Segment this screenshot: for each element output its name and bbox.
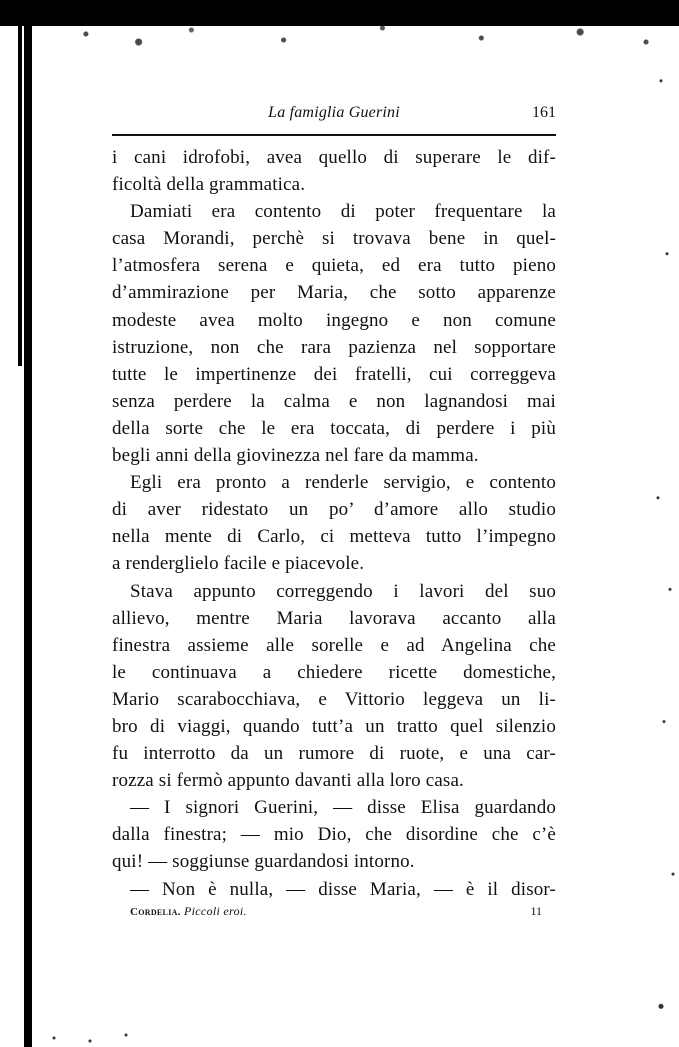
text-line: — I signori Guerini, — disse Elisa guardando (130, 797, 556, 819)
text-line: Mario scarabocchiava, e Vittorio leggeva un li- (112, 688, 556, 710)
text-line: dalla finestra; — mio Dio, che disordine che c’è (112, 824, 556, 846)
text-line: fu interrotto da un rumore di ruote, e una car- (112, 743, 556, 765)
text-line: begli anni della giovinezza nel fare da mamma. (112, 445, 479, 467)
text-line: della sorte che le era toccata, di perdere i più (112, 417, 556, 439)
scan-binding-shadow (18, 26, 22, 366)
text-line: modeste avea molto ingegno e non comune (112, 309, 556, 331)
signature-number: 11 (530, 904, 542, 918)
page-number: 161 (532, 104, 556, 121)
text-line: istruzione, non che rara pazienza nel sopportare (112, 336, 556, 358)
text-line: i cani idrofobi, avea quello di superare le dif- (112, 147, 556, 168)
signature-text (130, 904, 247, 919)
text-line: d’ammirazione per Maria, che sotto apparenze (112, 282, 556, 304)
text-line: senza perdere la calma e non lagnandosi mai (112, 390, 556, 412)
body-text (112, 144, 556, 903)
signature-line (112, 904, 556, 926)
scan-right-speckle (649, 30, 679, 1047)
text-line: Stava appunto correggendo i lavori del suo (130, 580, 556, 602)
header-rule (112, 134, 556, 136)
text-line: a renderglielo facile e piacevole. (112, 553, 365, 575)
text-line: Egli era pronto a renderle servigio, e contento (130, 472, 556, 494)
text-line: allievo, mentre Maria lavorava accanto alla (112, 607, 556, 629)
text-line: l’atmosfera serena e quieta, ed era tutto pieno (112, 255, 556, 277)
text-line: ficoltà della grammatica. (112, 174, 306, 196)
text-line: nella mente di Carlo, ci metteva tutto l’impegno (112, 526, 556, 548)
text-line: tutte le impertinenze dei fratelli, cui correggeva (112, 363, 556, 385)
scan-top-fringe (20, 22, 679, 62)
text-line: qui! — soggiunse guardandosi intorno. (112, 851, 415, 873)
running-head (112, 100, 556, 128)
text-line: Damiati era contento di poter frequentare la (130, 201, 556, 223)
text-line: — Non è nulla, — disse Maria, — è il disor- (130, 878, 556, 900)
text-line: rozza si fermò appunto davanti alla loro casa. (112, 770, 464, 792)
text-line: casa Morandi, perchè si trovava bene in quel- (112, 228, 556, 250)
running-title: La famiglia Guerini (268, 104, 400, 121)
scan-bottom-speckle (30, 1017, 150, 1047)
text-line: bro di viaggi, quando tutt’a un tratto quel silenzio (112, 715, 556, 737)
signature-title: Piccoli eroi. (184, 904, 247, 918)
scan-binding-edge (24, 26, 32, 1047)
text-line: di aver ridestato un po’ d’amore allo studio (112, 499, 556, 521)
signature-author: Cordelia. (130, 906, 181, 918)
text-line: finestra assieme alle sorelle e ad Angelina che (112, 634, 556, 656)
text-line: le continuava a chiedere ricette domestiche, (112, 661, 556, 683)
